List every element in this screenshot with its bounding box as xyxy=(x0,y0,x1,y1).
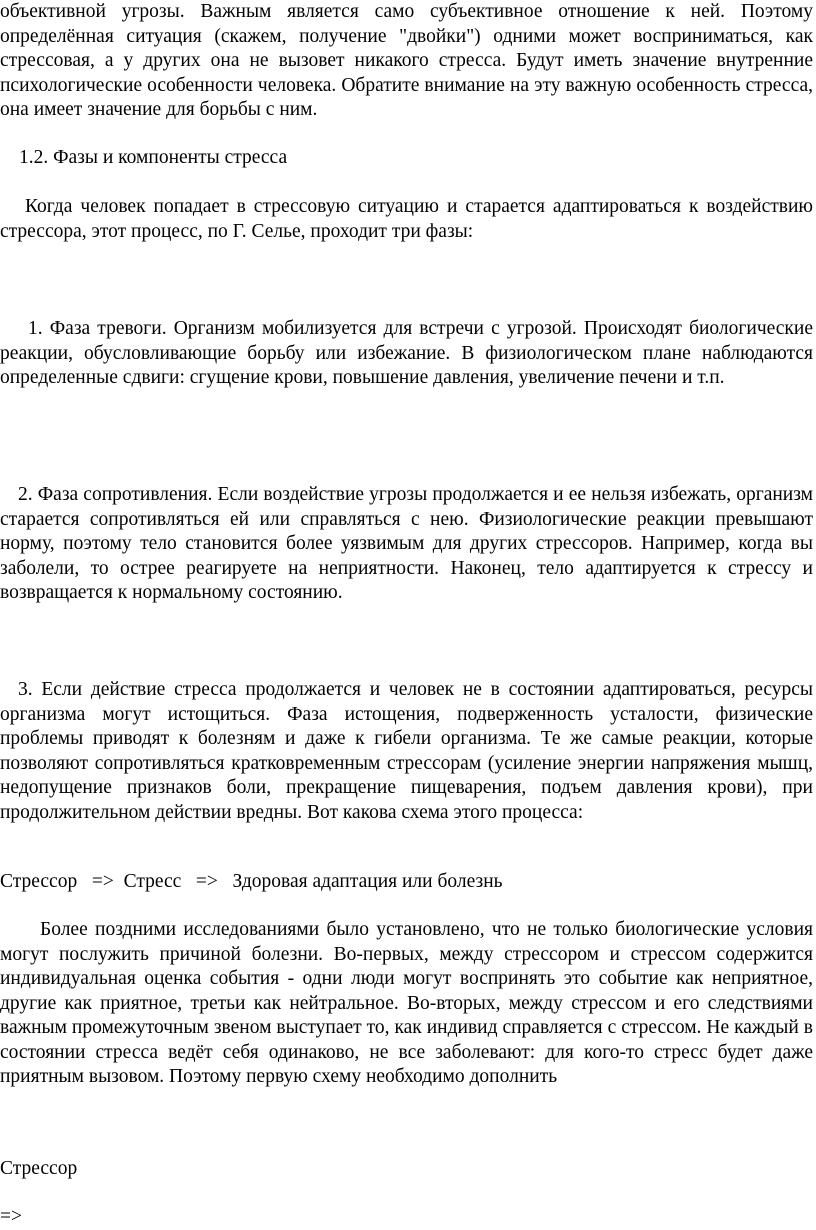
paragraph-selye: Когда человек попадает в стрессовую ситуацию и старается адаптироваться к воздействию стрессора, этот процесс, по Г. Селье, проходит три фазы: xyxy=(0,196,813,242)
phase-2-paragraph: 2. Фаза сопротивления. Если воздействие угрозы продолжается и ее нельзя избежать, организм старается сопротивляться ей или справляться с нею. Физиологические реакции превышают норму, поэтому тело становится более уязвимым для других стрессоров. Например, когда вы заболели, то острее реагируете на неприятности. Наконец, тело адаптируется к стрессу и возвращается к нормальному состоянию. xyxy=(0,484,813,603)
scheme-line: Стрессор => Стресс => Здоровая адаптация или болезнь xyxy=(0,871,503,892)
phase-1-paragraph: 1. Фаза тревоги. Организм мобилизуется для встречи с угрозой. Происходят биологические реакции, обусловливающие борьбу или избежание. В физиологическом плане наблюдаются определенные сдвиги: сгущение крови, повышение давления, увеличение печени и т.п. xyxy=(0,318,813,388)
paragraph-later-research: Более поздними исследованиями было установлено, что не только биологические условия могут послужить причиной болезни. Во-первых, между стрессором и стрессом содержится индивидуальная оценка события - одни люди могут воспринять это событие как неприятное, другие как приятное, третьи как нейтральное. Во-вторых, между стрессом и его следствиями важным промежуточным звеном выступает то, как индивид справляется с стрессом. Не каждый в состоянии стресса ведёт себя одинаково, не все заболевают: для кого-то стресс будет даже приятным вызовом. Поэтому первую схему необходимо дополнить xyxy=(0,919,813,1087)
paragraph-intro: объективной угрозы. Важным является само субъективное отношение к ней. Поэтому определённая ситуация (скажем, получение "двойки") одними может восприниматься, как стрессовая, а у других она не вызовет никакого стресса. Будут иметь значение внутренние психологические особенности человека. Обратите внимание на эту важную особенность стресса, она имеет значение для борьбы с ним. xyxy=(0,1,813,120)
scheme2-arrow: => xyxy=(0,1206,22,1227)
phase-3-paragraph: 3. Если действие стресса продолжается и человек не в состоянии адаптироваться, ресурсы организма могут истощиться. Фаза истощения, подверженность усталости, физические проблемы приводят к болезням и даже к гибели организма. Те же самые реакции, которые позволяют сопротивляться кратковременным стрессорам (усиление энергии напряжения мышц, недопущение признаков боли, прекращение пищеварения, подъем давления крови), при продолжительном действии вредны. Вот какова схема этого процесса: xyxy=(0,679,813,823)
scheme2-stressor: Стрессор xyxy=(0,1158,78,1179)
section-heading: 1.2. Фазы и компоненты стресса xyxy=(19,147,288,168)
